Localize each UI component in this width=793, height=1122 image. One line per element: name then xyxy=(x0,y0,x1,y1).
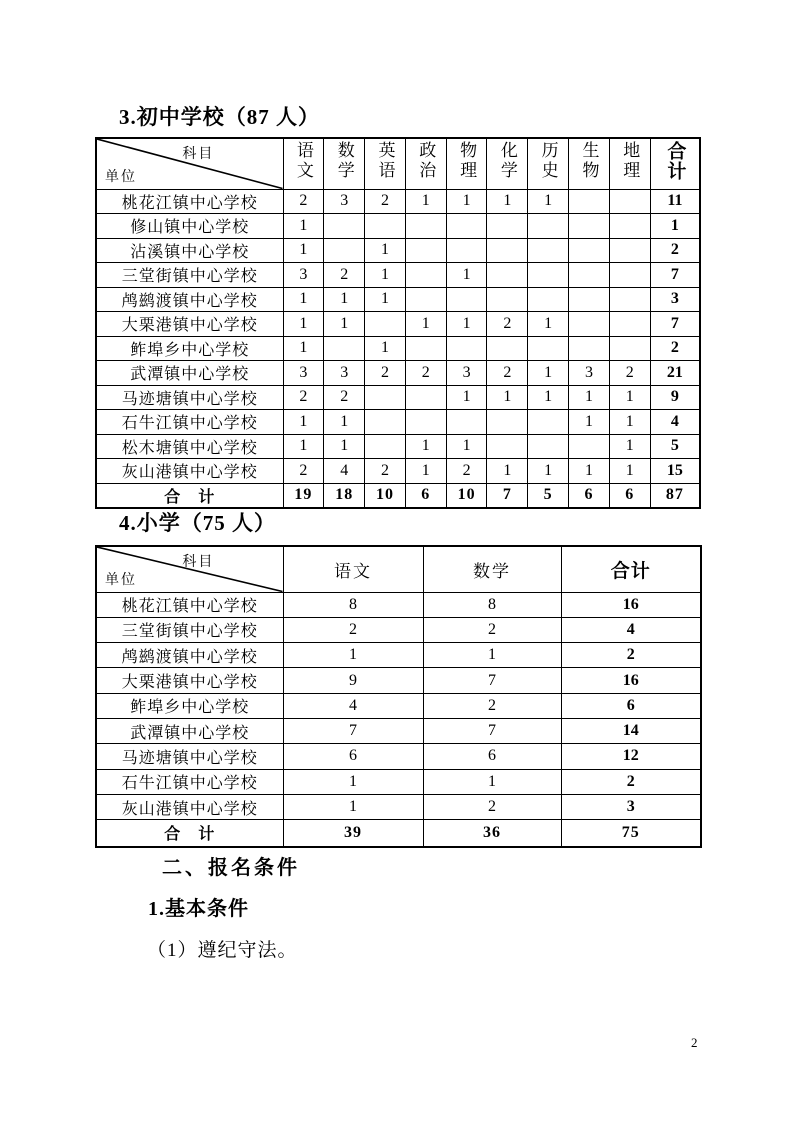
column-header-math: 数学 xyxy=(324,138,365,189)
value-cell: 2 xyxy=(283,459,324,484)
value-cell: 2 xyxy=(609,361,650,386)
value-cell: 9 xyxy=(283,668,423,693)
column-total-cell: 5 xyxy=(528,483,569,508)
value-cell: 1 xyxy=(609,410,650,435)
row-total-cell: 12 xyxy=(561,744,701,769)
value-cell: 1 xyxy=(446,263,487,288)
column-header-chinese: 语文 xyxy=(283,546,423,592)
value-cell: 4 xyxy=(324,459,365,484)
value-cell: 1 xyxy=(487,385,528,410)
row-total-cell: 4 xyxy=(561,617,701,642)
value-cell: 1 xyxy=(365,287,406,312)
school-name-cell: 鲊埠乡中心学校 xyxy=(96,693,283,718)
table-row xyxy=(96,410,700,435)
table-row xyxy=(96,385,700,410)
value-cell: 1 xyxy=(283,214,324,239)
column-header-geography: 地理 xyxy=(609,138,650,189)
row-total-cell: 3 xyxy=(561,794,701,819)
corner-label-subject: 科目 xyxy=(182,555,215,570)
value-cell: 1 xyxy=(324,312,365,337)
value-cell: 1 xyxy=(324,410,365,435)
value-cell: 3 xyxy=(569,361,610,386)
column-total-cell: 10 xyxy=(446,483,487,508)
school-name-cell: 武潭镇中心学校 xyxy=(96,718,283,743)
school-name-cell: 三堂街镇中心学校 xyxy=(96,263,283,288)
value-cell: 1 xyxy=(446,312,487,337)
header-row xyxy=(96,546,701,592)
value-cell: 1 xyxy=(365,336,406,361)
school-name-cell: 三堂街镇中心学校 xyxy=(96,617,283,642)
table-row xyxy=(96,361,700,386)
value-cell: 7 xyxy=(423,718,561,743)
value-cell xyxy=(324,336,365,361)
value-cell xyxy=(405,385,446,410)
totals-row xyxy=(96,820,701,847)
value-cell: 1 xyxy=(423,769,561,794)
school-name-cell: 桃花江镇中心学校 xyxy=(96,592,283,617)
value-cell: 2 xyxy=(365,459,406,484)
value-cell: 1 xyxy=(423,643,561,668)
corner-header-cell xyxy=(96,546,283,592)
corner-label-subject: 科目 xyxy=(182,147,215,162)
value-cell: 2 xyxy=(365,361,406,386)
school-name-cell: 武潭镇中心学校 xyxy=(96,361,283,386)
value-cell xyxy=(365,434,406,459)
value-cell xyxy=(609,238,650,263)
value-cell: 1 xyxy=(283,287,324,312)
table-row xyxy=(96,287,700,312)
value-cell xyxy=(528,434,569,459)
column-total-cell: 6 xyxy=(569,483,610,508)
column-total-cell: 6 xyxy=(405,483,446,508)
row-total-cell: 2 xyxy=(561,643,701,668)
value-cell: 3 xyxy=(283,361,324,386)
value-cell xyxy=(569,189,610,214)
value-cell xyxy=(487,214,528,239)
row-total-cell: 21 xyxy=(650,361,700,386)
row-total-cell: 3 xyxy=(650,287,700,312)
value-cell: 1 xyxy=(446,434,487,459)
section4-title: 4.小学（75 人） xyxy=(119,511,276,535)
row-total-cell: 2 xyxy=(650,336,700,361)
school-name-cell: 修山镇中心学校 xyxy=(96,214,283,239)
heading-basic-conditions: 1.基本条件 xyxy=(148,898,249,920)
school-name-cell: 大栗港镇中心学校 xyxy=(96,668,283,693)
value-cell xyxy=(487,263,528,288)
row-total-cell: 9 xyxy=(650,385,700,410)
value-cell xyxy=(528,238,569,263)
primary-school-table xyxy=(95,545,702,848)
column-header-english: 英语 xyxy=(365,138,406,189)
school-name-cell: 松木塘镇中心学校 xyxy=(96,434,283,459)
value-cell: 1 xyxy=(405,434,446,459)
column-header-chemistry: 化学 xyxy=(487,138,528,189)
value-cell: 1 xyxy=(405,312,446,337)
value-cell: 2 xyxy=(365,189,406,214)
value-cell xyxy=(446,238,487,263)
value-cell: 2 xyxy=(423,794,561,819)
value-cell: 3 xyxy=(446,361,487,386)
value-cell xyxy=(609,287,650,312)
table-row xyxy=(96,459,700,484)
row-total-cell: 2 xyxy=(650,238,700,263)
column-header-history: 历史 xyxy=(528,138,569,189)
value-cell: 1 xyxy=(324,434,365,459)
row-total-cell: 6 xyxy=(561,693,701,718)
column-total-cell: 10 xyxy=(365,483,406,508)
value-cell xyxy=(446,410,487,435)
value-cell xyxy=(487,410,528,435)
row-total-cell: 16 xyxy=(561,668,701,693)
value-cell: 1 xyxy=(283,434,324,459)
row-total-cell: 16 xyxy=(561,592,701,617)
value-cell: 1 xyxy=(283,643,423,668)
value-cell xyxy=(569,312,610,337)
value-cell xyxy=(365,214,406,239)
value-cell: 1 xyxy=(528,385,569,410)
row-total-cell: 4 xyxy=(650,410,700,435)
value-cell: 1 xyxy=(283,410,324,435)
value-cell xyxy=(528,287,569,312)
row-total-cell: 15 xyxy=(650,459,700,484)
table-row xyxy=(96,693,701,718)
value-cell: 1 xyxy=(283,794,423,819)
value-cell: 1 xyxy=(609,434,650,459)
value-cell: 6 xyxy=(283,744,423,769)
row-total-cell: 11 xyxy=(650,189,700,214)
value-cell: 3 xyxy=(283,263,324,288)
corner-label-unit: 单位 xyxy=(105,572,137,588)
table-row xyxy=(96,794,701,819)
table-row xyxy=(96,336,700,361)
row-total-cell: 14 xyxy=(561,718,701,743)
value-cell: 8 xyxy=(423,592,561,617)
totals-label-cell: 合 计 xyxy=(96,820,283,847)
school-name-cell: 马迹塘镇中心学校 xyxy=(96,385,283,410)
value-cell xyxy=(528,214,569,239)
column-total-cell: 19 xyxy=(283,483,324,508)
value-cell: 2 xyxy=(423,617,561,642)
column-total-cell: 18 xyxy=(324,483,365,508)
value-cell xyxy=(528,263,569,288)
column-total-cell: 6 xyxy=(609,483,650,508)
value-cell: 8 xyxy=(283,592,423,617)
middle-school-table-body xyxy=(96,189,700,483)
value-cell xyxy=(569,434,610,459)
value-cell xyxy=(405,238,446,263)
school-name-cell: 石牛江镇中心学校 xyxy=(96,769,283,794)
value-cell xyxy=(528,336,569,361)
value-cell: 4 xyxy=(283,693,423,718)
column-total-cell: 7 xyxy=(487,483,528,508)
value-cell xyxy=(487,287,528,312)
value-cell xyxy=(324,238,365,263)
value-cell: 2 xyxy=(283,385,324,410)
column-header-chinese: 语文 xyxy=(283,138,324,189)
value-cell: 1 xyxy=(609,459,650,484)
value-cell: 2 xyxy=(283,189,324,214)
value-cell: 2 xyxy=(487,312,528,337)
grand-total-cell: 75 xyxy=(561,820,701,847)
page-number: 2 xyxy=(691,1035,698,1050)
column-header-physics: 物理 xyxy=(446,138,487,189)
value-cell: 1 xyxy=(446,189,487,214)
table-row xyxy=(96,617,701,642)
school-name-cell: 大栗港镇中心学校 xyxy=(96,312,283,337)
value-cell xyxy=(569,336,610,361)
paragraph-item-1: （1）遵纪守法。 xyxy=(147,940,298,961)
value-cell xyxy=(405,263,446,288)
table-row xyxy=(96,312,700,337)
value-cell xyxy=(609,214,650,239)
value-cell: 1 xyxy=(569,459,610,484)
row-total-cell: 7 xyxy=(650,312,700,337)
primary-school-table-body xyxy=(96,592,701,820)
value-cell xyxy=(446,287,487,312)
column-header-total: 合计 xyxy=(650,138,700,189)
value-cell xyxy=(405,214,446,239)
totals-row xyxy=(96,483,700,508)
value-cell: 2 xyxy=(324,385,365,410)
value-cell: 1 xyxy=(283,312,324,337)
value-cell: 1 xyxy=(324,287,365,312)
middle-school-table xyxy=(95,137,701,509)
value-cell: 1 xyxy=(405,459,446,484)
grand-total-cell: 87 xyxy=(650,483,700,508)
value-cell: 1 xyxy=(283,238,324,263)
header-row xyxy=(96,138,700,189)
value-cell xyxy=(609,263,650,288)
value-cell: 1 xyxy=(528,459,569,484)
column-header-biology: 生物 xyxy=(569,138,610,189)
column-header-politics: 政治 xyxy=(405,138,446,189)
value-cell: 1 xyxy=(365,263,406,288)
value-cell: 2 xyxy=(324,263,365,288)
table-row xyxy=(96,668,701,693)
value-cell: 1 xyxy=(528,361,569,386)
column-header-total: 合计 xyxy=(561,546,701,592)
value-cell: 1 xyxy=(487,459,528,484)
value-cell xyxy=(569,214,610,239)
school-name-cell: 灰山港镇中心学校 xyxy=(96,459,283,484)
row-total-cell: 1 xyxy=(650,214,700,239)
value-cell xyxy=(405,287,446,312)
value-cell xyxy=(487,434,528,459)
value-cell xyxy=(365,410,406,435)
table-row xyxy=(96,769,701,794)
value-cell: 1 xyxy=(528,189,569,214)
value-cell xyxy=(609,312,650,337)
corner-header-cell xyxy=(96,138,283,189)
row-total-cell: 5 xyxy=(650,434,700,459)
value-cell xyxy=(487,336,528,361)
value-cell: 1 xyxy=(569,385,610,410)
school-name-cell: 灰山港镇中心学校 xyxy=(96,794,283,819)
value-cell: 2 xyxy=(487,361,528,386)
value-cell xyxy=(569,238,610,263)
value-cell: 1 xyxy=(283,769,423,794)
column-header-math: 数学 xyxy=(423,546,561,592)
value-cell xyxy=(446,336,487,361)
school-name-cell: 鸬鹚渡镇中心学校 xyxy=(96,287,283,312)
table-row xyxy=(96,434,700,459)
value-cell: 2 xyxy=(283,617,423,642)
value-cell: 2 xyxy=(405,361,446,386)
value-cell xyxy=(365,312,406,337)
table-row xyxy=(96,263,700,288)
value-cell xyxy=(569,263,610,288)
value-cell: 3 xyxy=(324,361,365,386)
value-cell: 1 xyxy=(609,385,650,410)
table-row xyxy=(96,238,700,263)
value-cell: 1 xyxy=(405,189,446,214)
value-cell xyxy=(365,385,406,410)
row-total-cell: 7 xyxy=(650,263,700,288)
value-cell: 6 xyxy=(423,744,561,769)
value-cell: 1 xyxy=(528,312,569,337)
value-cell xyxy=(609,336,650,361)
heading-application-conditions: 二、报名条件 xyxy=(162,857,300,879)
value-cell xyxy=(405,336,446,361)
value-cell: 7 xyxy=(423,668,561,693)
school-name-cell: 石牛江镇中心学校 xyxy=(96,410,283,435)
value-cell: 7 xyxy=(283,718,423,743)
value-cell: 1 xyxy=(283,336,324,361)
value-cell xyxy=(569,287,610,312)
table-row xyxy=(96,592,701,617)
corner-label-unit: 单位 xyxy=(105,169,137,185)
value-cell xyxy=(324,214,365,239)
table-row xyxy=(96,214,700,239)
value-cell: 1 xyxy=(569,410,610,435)
table-row xyxy=(96,189,700,214)
totals-label-cell: 合 计 xyxy=(96,483,283,508)
table-row xyxy=(96,744,701,769)
value-cell: 1 xyxy=(446,385,487,410)
school-name-cell: 沾溪镇中心学校 xyxy=(96,238,283,263)
value-cell: 2 xyxy=(446,459,487,484)
table-row xyxy=(96,718,701,743)
row-total-cell: 2 xyxy=(561,769,701,794)
value-cell: 1 xyxy=(487,189,528,214)
value-cell: 1 xyxy=(365,238,406,263)
school-name-cell: 桃花江镇中心学校 xyxy=(96,189,283,214)
value-cell xyxy=(528,410,569,435)
column-total-cell: 39 xyxy=(283,820,423,847)
school-name-cell: 鸬鹚渡镇中心学校 xyxy=(96,643,283,668)
column-total-cell: 36 xyxy=(423,820,561,847)
value-cell xyxy=(609,189,650,214)
value-cell xyxy=(446,214,487,239)
value-cell: 3 xyxy=(324,189,365,214)
value-cell xyxy=(405,410,446,435)
value-cell xyxy=(487,238,528,263)
section3-title: 3.初中学校（87 人） xyxy=(119,105,320,129)
value-cell: 2 xyxy=(423,693,561,718)
school-name-cell: 马迹塘镇中心学校 xyxy=(96,744,283,769)
school-name-cell: 鲊埠乡中心学校 xyxy=(96,336,283,361)
table-row xyxy=(96,643,701,668)
